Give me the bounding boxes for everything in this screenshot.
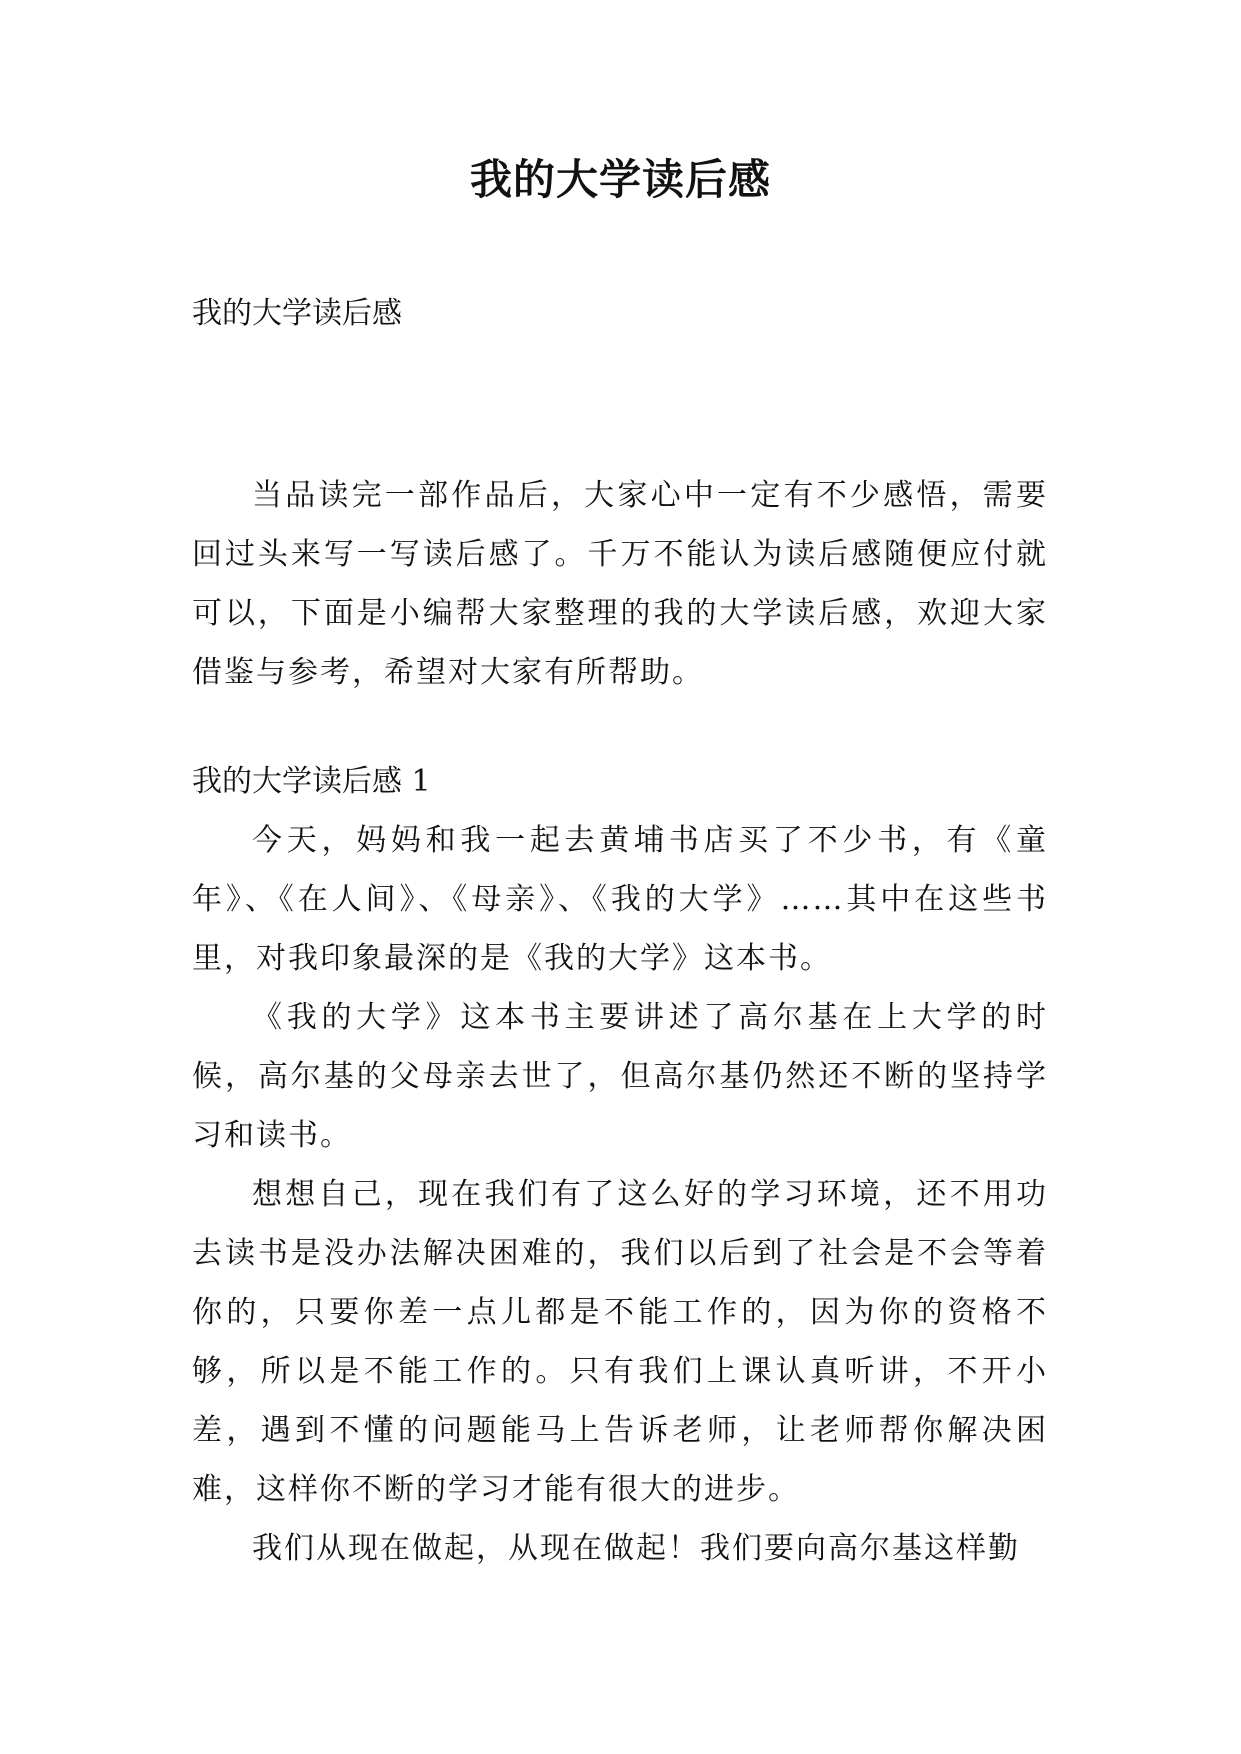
section-paragraph-3: 想想自己，现在我们有了这么好的学习环境，还不用功去读书是没办法解决困难的，我们以后到了社会是不会等着你的，只要你差一点儿都是不能工作的，因为你的资格不够，所以是不能工作的。只有我们上课认真听讲，不开小差，遇到不懂的问题能马上告诉老师，让老师帮你解决困难，这样你不断的学习才能有很大的进步。	[192, 1177, 1048, 1507]
section-paragraph-1: 今天，妈妈和我一起去黄埔书店买了不少书，有《童年》、《在人间》、《母亲》、《我的大学》……其中在这些书里，对我印象最深的是《我的大学》这本书。	[192, 823, 1048, 976]
document-subtitle: 我的大学读后感	[192, 296, 402, 331]
section-paragraph-4: 我们从现在做起，从现在做起！我们要向高尔基这样勤	[252, 1531, 1020, 1566]
section-1	[192, 752, 1048, 1578]
intro-paragraph: 当品读完一部作品后，大家心中一定有不少感悟，需要回过头来写一写读后感了。千万不能认为读后感随便应付就可以，下面是小编帮大家整理的我的大学读后感，欢迎大家借鉴与参考，希望对大家有所帮助。	[192, 478, 1048, 690]
section-heading: 我的大学读后感 1	[192, 764, 431, 799]
document-title: 我的大学读后感	[469, 155, 771, 204]
intro-block	[192, 466, 1048, 702]
section-paragraph-2: 《我的大学》这本书主要讲述了高尔基在上大学的时候，高尔基的父母亲去世了，但高尔基仍然还不断的坚持学习和读书。	[192, 1000, 1048, 1153]
